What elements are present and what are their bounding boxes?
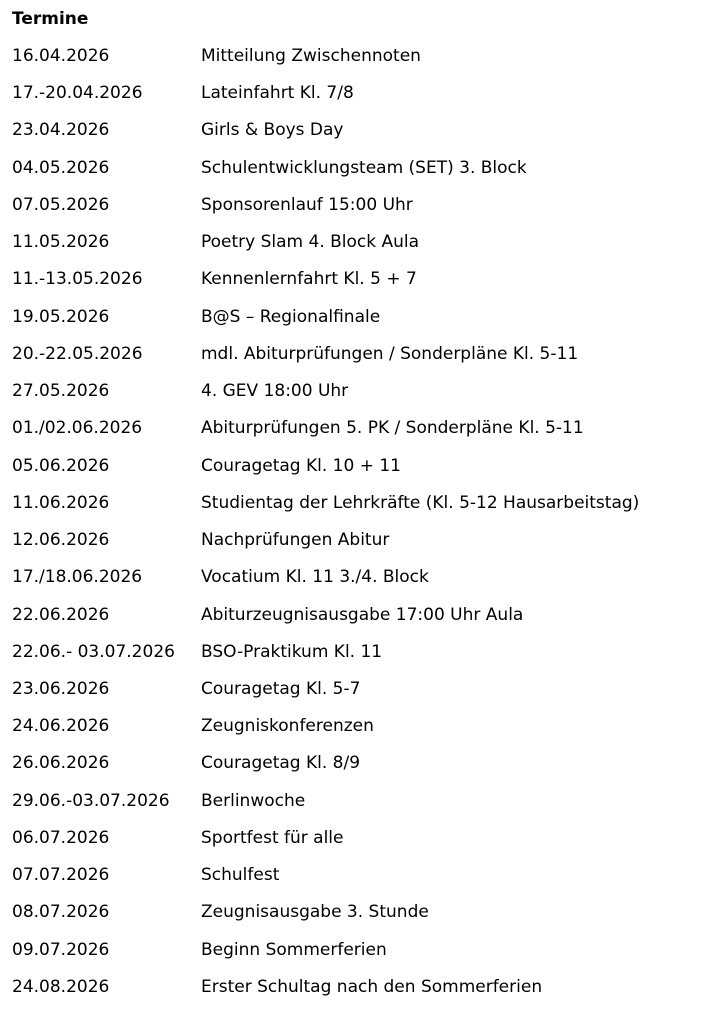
schedule-event: Couragetag Kl. 10 + 11 xyxy=(201,455,401,476)
schedule-date: 06.07.2026 xyxy=(12,827,110,848)
schedule-event: Erster Schultag nach den Sommerferien xyxy=(201,976,543,997)
schedule-event: B@S – Regionalfinale xyxy=(201,306,381,327)
schedule-date: 22.06.- 03.07.2026 xyxy=(12,641,175,662)
schedule-date: 16.04.2026 xyxy=(12,46,110,66)
schedule-row xyxy=(12,187,702,224)
schedule-date: 23.06.2026 xyxy=(12,678,110,699)
schedule-date: 11.06.2026 xyxy=(12,492,110,513)
schedule-event: Girls & Boys Day xyxy=(201,120,344,141)
page-title: Termine xyxy=(12,9,89,29)
schedule-event: mdl. Abiturprüfungen / Sonderpläne Kl. 5-11 xyxy=(201,343,579,364)
schedule-date: 08.07.2026 xyxy=(12,902,110,923)
schedule-event: Couragetag Kl. 8/9 xyxy=(201,753,361,774)
schedule-document xyxy=(12,0,702,1006)
schedule-event: Zeugniskonferenzen xyxy=(201,716,374,737)
schedule-row xyxy=(12,75,702,112)
schedule-row xyxy=(12,261,702,298)
schedule-event: Vocatium Kl. 11 3./4. Block xyxy=(201,567,429,588)
schedule-row xyxy=(12,299,702,336)
schedule-date: 19.05.2026 xyxy=(12,306,110,327)
schedule-row xyxy=(12,448,702,485)
schedule-date: 24.08.2026 xyxy=(12,976,110,997)
schedule-event: Abiturprüfungen 5. PK / Sonderpläne Kl. 5-11 xyxy=(201,418,584,439)
schedule-event: Couragetag Kl. 5-7 xyxy=(201,678,361,699)
schedule-row xyxy=(12,410,702,447)
schedule-date: 24.06.2026 xyxy=(12,716,110,737)
schedule-row xyxy=(12,150,702,187)
schedule-event: Zeugnisausgabe 3. Stunde xyxy=(201,902,429,923)
schedule-event: Nachprüfungen Abitur xyxy=(201,530,390,551)
schedule-date: 12.06.2026 xyxy=(12,530,110,551)
schedule-date: 26.06.2026 xyxy=(12,753,110,774)
schedule-row xyxy=(12,112,702,149)
schedule-row xyxy=(12,336,702,373)
schedule-row xyxy=(12,783,702,820)
schedule-date: 17.-20.04.2026 xyxy=(12,83,143,104)
schedule-event: Sportfest für alle xyxy=(201,827,344,848)
schedule-date: 07.05.2026 xyxy=(12,194,110,215)
schedule-row xyxy=(12,634,702,671)
schedule-row xyxy=(12,373,702,410)
schedule-row xyxy=(12,38,702,75)
schedule-date: 17./18.06.2026 xyxy=(12,567,143,588)
schedule-event: Kennenlernfahrt Kl. 5 + 7 xyxy=(201,269,417,290)
schedule-row xyxy=(12,745,702,782)
schedule-date: 22.06.2026 xyxy=(12,604,110,625)
schedule-date: 01./02.06.2026 xyxy=(12,418,143,439)
schedule-date: 11.-13.05.2026 xyxy=(12,269,143,290)
schedule-row xyxy=(12,857,702,894)
schedule-date: 29.06.-03.07.2026 xyxy=(12,790,170,811)
schedule-event: Mitteilung Zwischennoten xyxy=(201,46,421,66)
schedule-event: Schulfest xyxy=(201,865,280,886)
schedule-event: Sponsorenlauf 15:00 Uhr xyxy=(201,194,413,215)
schedule-row xyxy=(12,224,702,261)
schedule-event: Poetry Slam 4. Block Aula xyxy=(201,232,420,253)
schedule-event: Abiturzeugnisausgabe 17:00 Uhr Aula xyxy=(201,604,524,625)
schedule-date: 27.05.2026 xyxy=(12,381,110,402)
schedule-row xyxy=(12,559,702,596)
schedule-row xyxy=(12,820,702,857)
schedule-row xyxy=(12,485,702,522)
schedule-event: 4. GEV 18:00 Uhr xyxy=(201,381,349,402)
schedule-date: 23.04.2026 xyxy=(12,120,110,141)
schedule-date: 04.05.2026 xyxy=(12,157,110,178)
schedule-date: 20.-22.05.2026 xyxy=(12,343,143,364)
schedule-date: 11.05.2026 xyxy=(12,232,110,253)
schedule-row xyxy=(12,894,702,931)
schedule-row xyxy=(12,932,702,969)
schedule-event: Schulentwicklungsteam (SET) 3. Block xyxy=(201,157,527,178)
schedule-row xyxy=(12,522,702,559)
schedule-row xyxy=(12,969,702,1006)
schedule-list xyxy=(12,38,702,1006)
schedule-event: BSO-Praktikum Kl. 11 xyxy=(201,641,383,662)
schedule-event: Lateinfahrt Kl. 7/8 xyxy=(201,83,354,104)
schedule-date: 05.06.2026 xyxy=(12,455,110,476)
schedule-date: 09.07.2026 xyxy=(12,939,110,960)
schedule-row xyxy=(12,671,702,708)
schedule-event: Studientag der Lehrkräfte (Kl. 5-12 Hausarbeitstag) xyxy=(201,492,640,513)
schedule-row xyxy=(12,597,702,634)
schedule-date: 07.07.2026 xyxy=(12,865,110,886)
schedule-event: Beginn Sommerferien xyxy=(201,939,387,960)
schedule-row xyxy=(12,708,702,745)
schedule-event: Berlinwoche xyxy=(201,790,306,811)
